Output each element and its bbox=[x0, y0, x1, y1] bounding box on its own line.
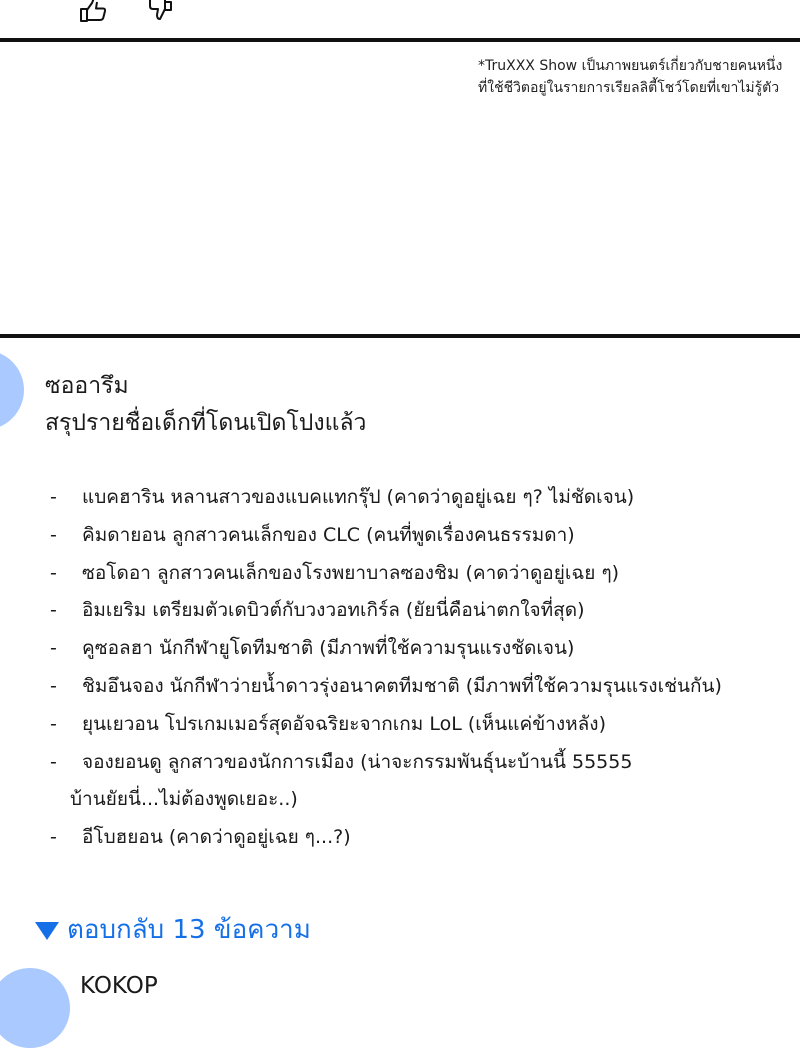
reply-author[interactable]: KOKOP bbox=[80, 973, 158, 999]
triangle-down-icon bbox=[35, 922, 59, 940]
panel-bottom-border bbox=[0, 334, 800, 338]
list-item: - อิมเยริม เตรียมตัวเดบิวต์กับวงวอทเกิร์ล (ยัยนี่คือน่าตกใจที่สุด) bbox=[50, 599, 585, 622]
list-item: - แบคฮาริน หลานสาวของแบคแทกรุ๊ป (คาดว่าดูอยู่เฉย ๆ? ไม่ชัดเจน) bbox=[50, 486, 635, 508]
comment-author[interactable]: ซออารึม bbox=[45, 373, 129, 399]
list-item: - จองยอนดู ลูกสาวของนักการเมือง (น่าจะกรรมพันธุ์นะบ้านนี้ 55555 bbox=[50, 750, 633, 773]
panel-top-border bbox=[0, 38, 800, 42]
comment-list bbox=[50, 479, 795, 857]
list-item: - คิมดายอน ลูกสาวคนเล็กของ CLC (คนที่พูดเรื่องคนธรรมดา) bbox=[50, 523, 575, 546]
list-item: - ชิมอึนจอง นักกีฬาว่ายน้ำดาวรุ่งอนาคตทีมชาติ (มีภาพที่ใช้ความรุนแรงเช่นกัน) bbox=[50, 674, 722, 697]
comment-title: สรุปรายชื่อเด็กที่โดนเปิดโปงแล้ว bbox=[45, 410, 367, 436]
reaction-bar bbox=[78, 0, 176, 22]
replies-toggle-label: ตอบกลับ 13 ข้อความ bbox=[67, 915, 311, 945]
list-item: - ซอโดอา ลูกสาวคนเล็กของโรงพยาบาลซองชิม (คาดว่าดูอยู่เฉย ๆ) bbox=[50, 561, 620, 584]
view-replies-button[interactable] bbox=[35, 910, 311, 950]
avatar[interactable] bbox=[0, 968, 70, 1048]
list-item: - ยุนเยวอน โปรเกมเมอร์สุดอัจฉริยะจากเกม LoL (เห็นแค่ข้างหลัง) bbox=[50, 712, 606, 735]
thumbs-down-icon[interactable] bbox=[146, 0, 176, 22]
panel-caption: *TruXXX Show เป็นภาพยนตร์เกี่ยวกับชายคนหนึ่ง ที่ใช้ชีวิตอยู่ในรายการเรียลลิตี้โชว์โดยที่เขาไม่รู้ตัว bbox=[478, 58, 783, 96]
list-item-continuation: บ้านยัยนี่...ไม่ต้องพูดเยอะ..) bbox=[70, 788, 298, 811]
thumbs-up-icon[interactable] bbox=[78, 0, 108, 22]
list-item: - คูซอลฮา นักกีฬายูโดทีมชาติ (มีภาพที่ใช้ความรุนแรงชัดเจน) bbox=[50, 637, 575, 660]
avatar[interactable] bbox=[0, 350, 24, 430]
list-item: - อีโบฮยอน (คาดว่าดูอยู่เฉย ๆ...?) bbox=[50, 826, 351, 849]
